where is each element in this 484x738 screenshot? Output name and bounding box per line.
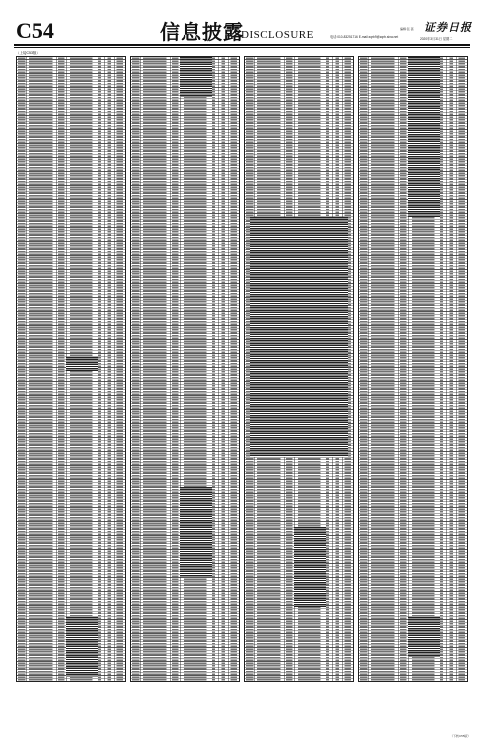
header-rule-thin [14,47,470,48]
contact-line: 电话:010-83251716 E-mail:zqrb9@zqrb.sina.net [330,35,399,39]
dense-row-block [180,487,212,577]
table-caption: （上接C53版） [16,51,40,55]
dense-row-block [294,527,326,607]
page-header [0,0,484,46]
dense-row-block [66,617,98,677]
section-title-english: DISCLOSURE [241,29,314,41]
dense-row-block [180,57,212,97]
page-number: C54 [16,18,54,43]
disclosure-table-area [14,51,471,738]
continued-note: （下转C55版） [450,734,471,738]
table-column-3 [244,56,354,682]
dense-row-block [408,617,440,657]
header-rule-thick [14,44,470,46]
editor-line: 编辑:张 蓓 [400,27,414,31]
dense-row-block [250,217,347,457]
table-column-4 [358,56,468,682]
column-text-rows [131,57,239,681]
dense-row-block [66,357,98,371]
publish-date: 2020年3月31日 星期二 [420,37,453,41]
table-column-2 [130,56,240,682]
table-column-1 [16,56,126,682]
section-title: 信息披露 [160,20,244,44]
newspaper-logo: 证券日报 [424,21,472,34]
dense-row-block [408,57,440,217]
